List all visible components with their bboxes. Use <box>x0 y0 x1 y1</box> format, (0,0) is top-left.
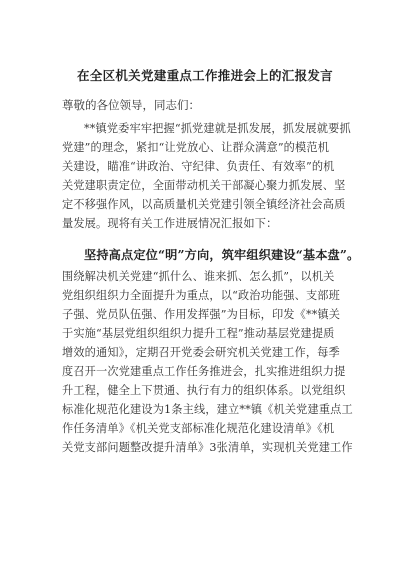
paragraph-line: 党组织组织力全面提升为重点，以“政治功能强、支部班 <box>62 289 340 302</box>
paragraph-line: 关党支部问题整改提升清单》3张清单，实现机关党建工作 <box>62 441 353 454</box>
salutation: 尊敬的各位领导，同志们： <box>62 98 200 112</box>
intro-paragraph <box>62 119 362 233</box>
section-paragraph <box>62 267 362 457</box>
paragraph-line: 量发展。现将有关工作进展情况汇报如下： <box>62 217 278 230</box>
paragraph-line: 定不移强作风，以高质量机关党建引领全镇经济社会高质 <box>62 198 346 211</box>
section-heading <box>84 245 394 265</box>
paragraph-line: 标准化规范化建设为1条主线，建立**镇《机关党建重点工 <box>62 403 353 416</box>
paragraph-line: **镇党委牢牢把握“抓党建就是抓发展，抓发展就要抓 <box>84 122 351 135</box>
paragraph-line: 度召开一次党建重点工作任务推进会，扎实推进组织力提 <box>62 365 346 378</box>
paragraph-line: 于实施“基层党组织组织力提升工程”推动基层党建提质 <box>62 327 335 340</box>
paragraph-line: 升工程，健全上下贯通、执行有力的组织体系。以党组织 <box>62 384 346 397</box>
paragraph-line: 党建”的理念，紧扣“让党放心、让群众满意”的模范机 <box>62 141 330 154</box>
paragraph-line: 围绕解决机关党建“抓什么、谁来抓、怎么抓”，以机关 <box>62 270 335 283</box>
section-heading-text: 坚持高点定位“明”方向，筑牢组织建设“基本盘”。 <box>84 248 360 262</box>
paragraph-line: 关党建职责定位，全面带动机关干部凝心聚力抓发展、坚 <box>62 179 346 192</box>
paragraph-line: 关建设，瞄准“讲政治、守纪律、负责任、有效率”的机 <box>62 160 335 173</box>
paragraph-line: 子强、党员队伍强、作用发挥强”为目标，印发《**镇关 <box>62 308 341 321</box>
paragraph-line: 增效的通知》，定期召开党委会研究机关党建工作，每季 <box>62 346 340 359</box>
document-title: 在全区机关党建重点工作推进会上的汇报发言 <box>76 68 333 83</box>
paragraph-line: 作任务清单》《机关党支部标准化规范化建设清单》《机 <box>62 422 335 435</box>
